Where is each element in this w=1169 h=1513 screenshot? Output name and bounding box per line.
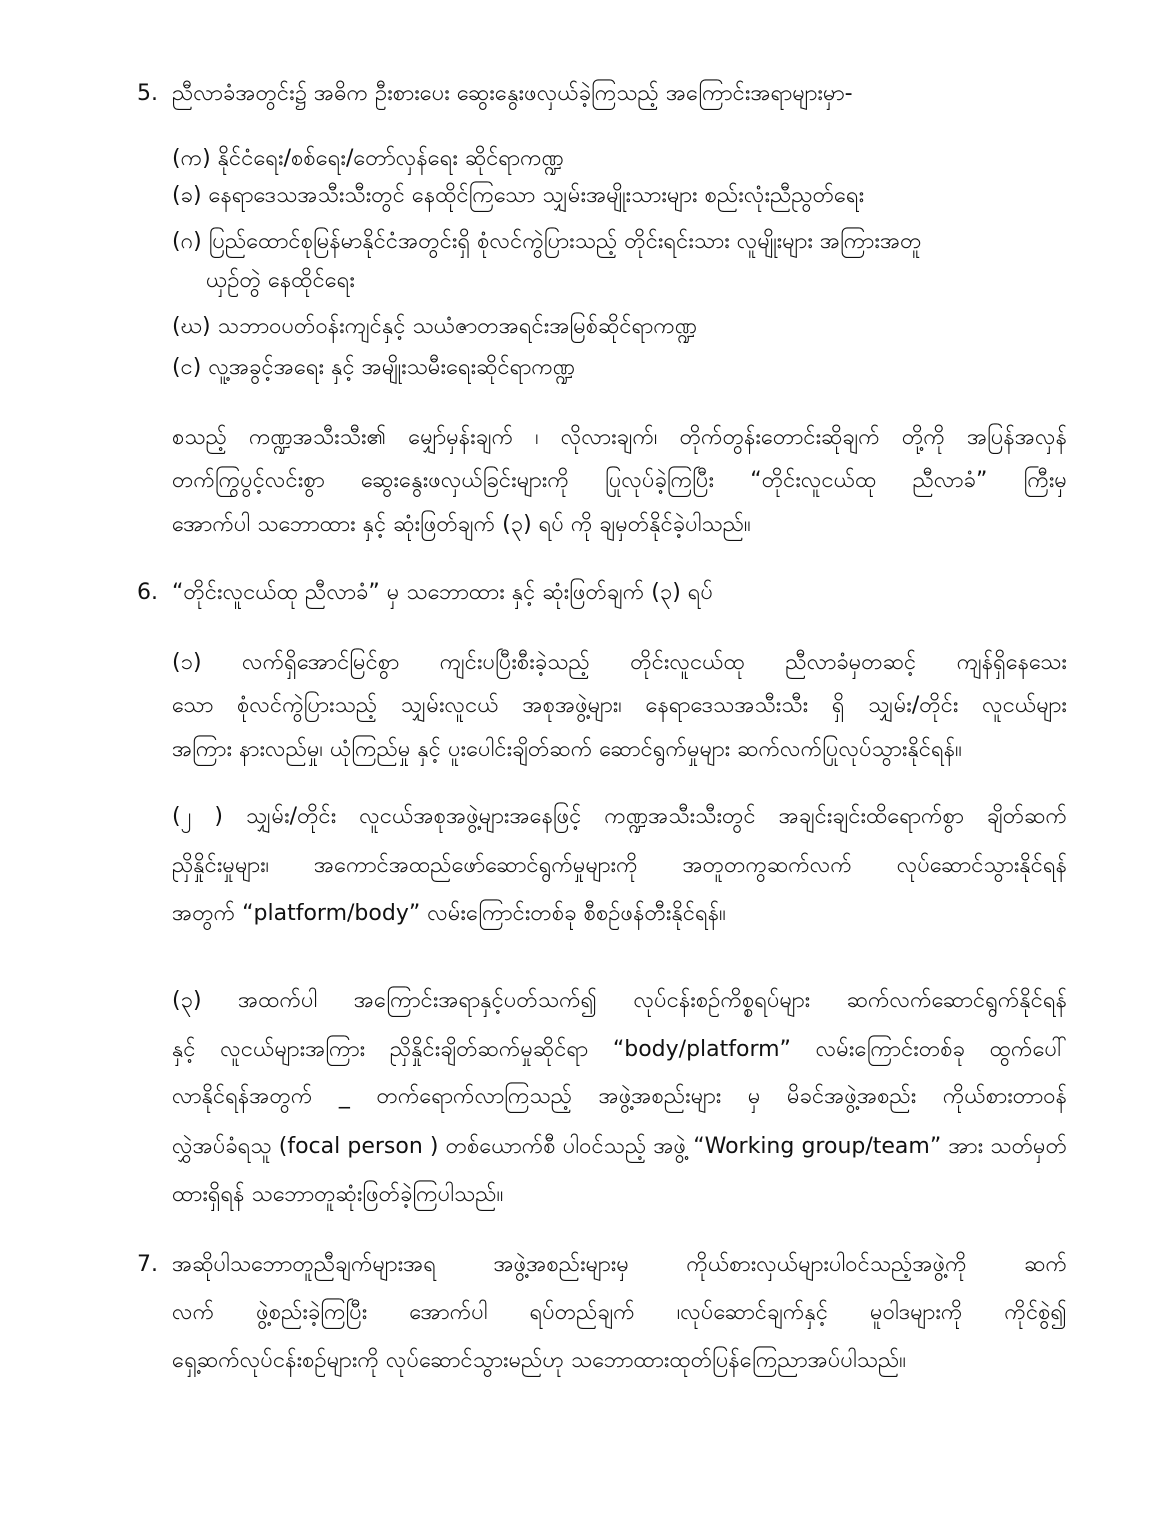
section-5-item-ga: (ဂ) ပြည်ထောင်စုမြန်မာနိုင်ငံအတွင်းရှိ စုံလင်ကွဲပြားသည့် တိုင်းရင်းသား လူမျိုးများ အကြားအတူ [172, 229, 922, 254]
section-7-line-1: အဆိုပါသဘောတူညီချက်များအရ အဖွဲ့အစည်းများမှ ကိုယ်စားလှယ်များပါဝင်သည့်အဖွဲ့ကို ဆက် [172, 1252, 1067, 1277]
section-6-point-2-line-3: အတွက် “platform/body” လမ်းကြောင်းတစ်ခု စီစဉ်ဖန်တီးနိုင်ရန်။ [172, 901, 726, 926]
section-5-paragraph-line-3: အောက်ပါ သဘောထား နှင့် ဆုံးဖြတ်ချက် (၃) ရပ် ကို ချမှတ်နိုင်ခဲ့ပါသည်။ [172, 512, 751, 537]
section-6-point-3-line-3: လာနိုင်ရန်အတွက် _ တက်ရောက်လာကြသည့် အဖွဲ့အစည်းများ မှ မိခင်အဖွဲ့အစည်း ကိုယ်စားတာဝန် [172, 1084, 1067, 1109]
section-7-line-2: လက် ဖွဲ့စည်းခဲ့ကြပြီး အောက်ပါ ရပ်တည်ချက် ၊လုပ်ဆောင်ချက်နှင့် မူဝါဒများကို ကိုင်စွဲ၍ [172, 1300, 1067, 1325]
section-6-point-1-line-2: သော စုံလင်ကွဲပြားသည့် သျှမ်းလူငယ် အစုအဖွဲ့များ၊ နေရာဒေသအသီးသီး ရှိ သျှမ်း/တိုင်း လူငယ်များ [172, 693, 1067, 718]
section-6-point-3-line-5: ထားရှိရန် သဘောတူဆုံးဖြတ်ခဲ့ကြပါသည်။ [172, 1182, 504, 1207]
section-6-number: 6. [137, 580, 158, 605]
section-5-item-ga-cont: ယှဉ်တွဲ နေထိုင်ရေး [206, 268, 355, 293]
section-5-paragraph-line-1: စသည့် ကဏ္ဍအသီးသီး၏ မျှော်မှန်းချက် ၊ လိုလားချက်၊ တိုက်တွန်းတောင်းဆိုချက် တို့ကို အပြန်အလှန် [172, 425, 1067, 450]
section-6-point-2-line-2: ညှိနှိုင်းမှုများ၊ အကောင်အထည်ဖော်ဆောင်ရွက်မှုများကို အတူတကွဆက်လက် လုပ်ဆောင်သွားနိုင်ရန် [172, 853, 1067, 878]
section-5-item-ka: (က) နိုင်ငံရေး/စစ်ရေး/တော်လှန်ရေး ဆိုင်ရာကဏ္ဍ [172, 146, 564, 171]
section-5-number: 5. [137, 81, 158, 106]
section-7-number: 7. [137, 1252, 158, 1277]
section-6-point-3-line-1: (၃) အထက်ပါ အကြောင်းအရာနှင့်ပတ်သက်၍ လုပ်ငန်းစဉ်ကိစ္စရပ်များ ဆက်လက်ဆောင်ရွက်နိုင်ရန် [172, 988, 1067, 1013]
section-6-point-1-line-3: အကြား နားလည်မှု၊ ယုံကြည်မှု နှင့် ပူးပေါင်းချိတ်ဆက် ဆောင်ရွက်မှုများ ဆက်လက်ပြုလုပ်သွားနိုင်ရန်။ [172, 737, 962, 762]
section-5-heading: ညီလာခံအတွင်း၌ အဓိက ဦးစားပေး ဆွေးနွေးဖလှယ်ခဲ့ကြသည့် အကြောင်းအရာများမှာ- [172, 81, 853, 106]
section-5-item-nga: (င) လူ့အခွင့်အရေး နှင့် အမျိုးသမီးရေးဆိုင်ရာကဏ္ဍ [172, 355, 576, 380]
section-6-point-3-line-2: နှင့် လူငယ်များအကြား ညှိနှိုင်းချိတ်ဆက်မှုဆိုင်ရာ “body/platform” လမ်းကြောင်းတစ်ခု ထွက်ပေါ် [172, 1037, 1067, 1062]
section-7-line-3: ရှေ့ဆက်လုပ်ငန်းစဉ်များကို လုပ်ဆောင်သွားမည်ဟု သဘောထားထုတ်ပြန်ကြေညာအပ်ပါသည်။ [172, 1348, 906, 1373]
section-6-point-2-line-1: (၂ ) သျှမ်း/တိုင်း လူငယ်အစုအဖွဲ့များအနေဖြင့် ကဏ္ဍအသီးသီးတွင် အချင်းချင်းထိရောက်စွာ ချိတ်ဆက် [172, 804, 1067, 829]
section-6-point-3-line-4: လွှဲအပ်ခံရသူ (focal person ) တစ်ယောက်စီ ပါဝင်သည့် အဖွဲ့ “Working group/team” အား သတ်မှတ် [172, 1134, 1067, 1159]
section-6-heading: “တိုင်းလူငယ်ထု ညီလာခံ” မှ သဘောထား နှင့် ဆုံးဖြတ်ချက် (၃) ရပ် [172, 580, 713, 605]
section-5-paragraph-line-2: တက်ကြွပွင့်လင်းစွာ ဆွေးနွေးဖလှယ်ခြင်းများကို ပြုလုပ်ခဲ့ကြပြီး “တိုင်းလူငယ်ထု ညီလာခံ” ကြီးမှ [172, 468, 1067, 493]
section-5-item-kha: (ခ) နေရာဒေသအသီးသီးတွင် နေထိုင်ကြသော သျှမ်းအမျိုးသားများ စည်းလုံးညီညွတ်ရေး [172, 183, 865, 208]
section-5-item-gha: (ဃ) သဘာဝပတ်ဝန်းကျင်နှင့် သယံဇာတအရင်းအမြစ်ဆိုင်ရာကဏ္ဍ [172, 314, 698, 339]
section-6-point-1-line-1: (၁) လက်ရှိအောင်မြင်စွာ ကျင်းပပြီးစီးခဲ့သည့် တိုင်းလူငယ်ထု ညီလာခံမှတဆင့် ကျန်ရှိနေသေး [172, 650, 1067, 675]
